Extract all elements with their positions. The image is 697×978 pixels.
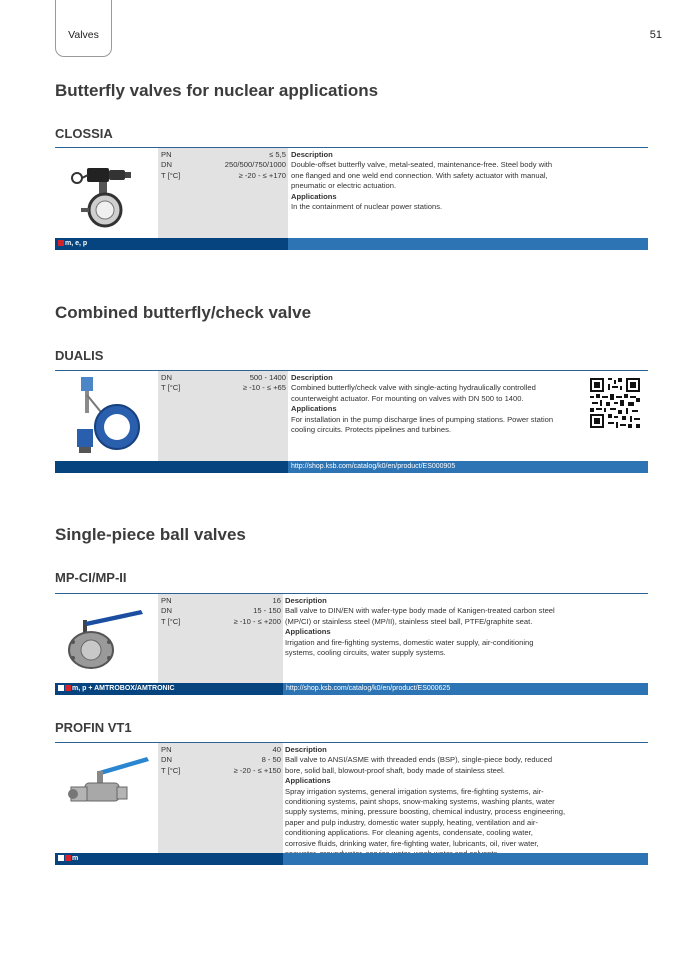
product-block-clossia <box>55 147 648 251</box>
description-line: pneumatic or electric actuation. <box>291 181 397 191</box>
spec-value: ≥ -10 - ≤ +65 <box>242 383 286 393</box>
description-line: Ball valve to DIN/EN with wafer-type body made of Kanigen-treated carbon steel <box>285 606 555 616</box>
spec-value: 8 - 50 <box>261 755 281 765</box>
product-block-mp-ci-mp-ii <box>55 593 648 697</box>
spec-table <box>158 148 288 238</box>
spec-row <box>158 755 283 765</box>
applications-line: paper and pulp industry, domestic water supply, heating, ventilation and air- <box>285 817 538 827</box>
description-line: counterweight actuator. For mounting on valves with DN 500 to 1400. <box>291 393 524 403</box>
spec-label: PN <box>161 596 172 605</box>
applications-line: systems, cooling circuits, water supply systems. <box>285 648 446 658</box>
spec-row <box>158 606 283 616</box>
section-title-combined-butterfly-check: Combined butterfly/check valve <box>55 303 312 322</box>
product-footer-bar <box>55 683 283 695</box>
spec-value: ≥ -10 - ≤ +200 <box>233 616 281 626</box>
product-description <box>291 373 553 435</box>
product-footer-bar <box>55 853 283 865</box>
applications-line: In the containment of nuclear power stations. <box>291 202 443 212</box>
applications-heading: Applications <box>285 627 331 637</box>
applications-heading: Applications <box>291 191 337 201</box>
red-square-icon <box>65 685 71 691</box>
description-heading: Description <box>285 596 327 605</box>
product-description <box>285 596 555 658</box>
spec-label: T [°C] <box>161 383 181 393</box>
spec-row <box>158 745 283 755</box>
footer-text: m, p + AMTROBOX/AMTRONIC <box>58 685 175 692</box>
spec-label: T [°C] <box>161 765 181 775</box>
spec-table <box>158 743 283 853</box>
applications-line: For installation in the pump discharge lines of pumping stations. Power station <box>291 414 554 424</box>
spec-value: 16 <box>272 596 281 605</box>
chapter-tab <box>55 0 112 57</box>
product-description <box>291 150 552 212</box>
product-footer-bar-right <box>288 461 648 473</box>
white-square-icon <box>58 685 64 691</box>
applications-heading: Applications <box>291 404 337 414</box>
footer-text: m, e, p <box>58 240 87 247</box>
description-line: Ball valve to ANSI/ASME with threaded ends (BSP), single-piece body, reduced <box>285 755 553 765</box>
spec-value: ≥ -20 - ≤ +170 <box>238 170 286 180</box>
spec-table <box>158 371 288 461</box>
description-line: (MP/CI) or stainless steel (MP/II), stainless steel ball, PTFE/graphite seat. <box>285 616 533 626</box>
section-title-butterfly-nuclear: Butterfly valves for nuclear applications <box>55 81 379 100</box>
spec-value: 40 <box>272 745 281 754</box>
spec-row <box>158 171 288 181</box>
clossia-product-image <box>55 148 158 238</box>
product-footer-bar <box>55 461 288 473</box>
dualis-product-image <box>55 371 158 461</box>
description-line: Combined butterfly/check valve with single-acting hydraulically controlled <box>291 383 536 393</box>
product-name-mp-ci-mp-ii: MP-CI/MP-II <box>55 570 127 585</box>
qr-code-icon[interactable] <box>590 378 640 428</box>
spec-label: DN <box>161 755 172 765</box>
description-line: bore, solid ball, blowout-proof shaft, body made of stainless steel. <box>285 765 505 775</box>
description-heading: Description <box>285 745 327 754</box>
spec-row <box>158 373 288 383</box>
product-name-dualis: DUALIS <box>55 348 104 363</box>
spec-value: ≥ -20 - ≤ +150 <box>233 765 281 775</box>
spec-label: T [°C] <box>161 170 181 180</box>
spec-label: PN <box>161 150 172 159</box>
product-block-profin-vt1 <box>55 742 648 867</box>
spec-value: 500 - 1400 <box>249 373 286 382</box>
product-footer-bar <box>55 238 288 250</box>
profin-vt1-product-image <box>55 743 158 853</box>
product-shop-link[interactable]: http://shop.ksb.com/catalog/k0/en/product/ES000625 <box>286 685 451 692</box>
section-title-single-piece-ball-valves: Single-piece ball valves <box>55 525 246 544</box>
spec-label: DN <box>161 160 172 170</box>
applications-line: cooling circuits. Protects pipelines and turbines. <box>291 425 451 435</box>
red-square-icon <box>65 855 71 861</box>
spec-row <box>158 596 283 606</box>
product-footer-bar-right <box>283 853 648 865</box>
spec-label: PN <box>161 745 172 754</box>
applications-line: supply systems, mining, pressure boosting, chemical industry, process engineering, <box>285 807 566 817</box>
description-heading: Description <box>291 373 333 382</box>
spec-row <box>158 617 283 627</box>
white-square-icon <box>58 855 64 861</box>
applications-line: conditioning applications. For cleaning agents, condensate, cooling water, <box>285 828 533 838</box>
applications-line: conditioning systems, paint shops, snow-making systems, washing plants, water <box>285 797 555 807</box>
red-square-icon <box>58 240 64 246</box>
spec-value: 15 - 150 <box>253 606 281 616</box>
product-footer-bar-right <box>283 683 648 695</box>
spec-label: T [°C] <box>161 616 181 626</box>
page-number: 51 <box>649 29 662 41</box>
product-block-dualis <box>55 370 648 474</box>
spec-row <box>158 383 288 393</box>
spec-row <box>158 160 288 170</box>
applications-line: corrosive fluids, drinking water, fire-fighting water, lubricants, oil, river water, <box>285 838 539 848</box>
spec-label: DN <box>161 373 172 382</box>
footer-text: m <box>58 855 78 862</box>
spec-table <box>158 594 283 683</box>
spec-value: ≤ 5,5 <box>269 150 286 159</box>
applications-heading: Applications <box>285 776 331 786</box>
description-heading: Description <box>291 150 333 159</box>
applications-line: Spray irrigation systems, general irrigation systems, fire-fighting systems, air- <box>285 786 544 796</box>
spec-row <box>158 150 288 160</box>
product-name-profin-vt1: PROFIN VT1 <box>55 720 132 735</box>
description-line: Double-offset butterfly valve, metal-seated, maintenance-free. Steel body with <box>291 160 553 170</box>
mp-ci-product-image <box>55 594 158 683</box>
spec-value: 250/500/750/1000 <box>224 160 286 170</box>
product-name-clossia: CLOSSIA <box>55 126 113 141</box>
product-footer-bar-right <box>288 238 648 250</box>
product-description <box>285 745 565 859</box>
chapter-tab-label: Valves <box>68 29 99 41</box>
spec-row <box>158 766 283 776</box>
spec-label: DN <box>161 606 172 616</box>
applications-line: Irrigation and fire-fighting systems, domestic water supply, air-conditioning <box>285 637 534 647</box>
description-line: one flanged and one weld end connection. With safety actuator with manual, <box>291 170 548 180</box>
product-shop-link[interactable]: http://shop.ksb.com/catalog/k0/en/product/ES000905 <box>291 463 456 470</box>
